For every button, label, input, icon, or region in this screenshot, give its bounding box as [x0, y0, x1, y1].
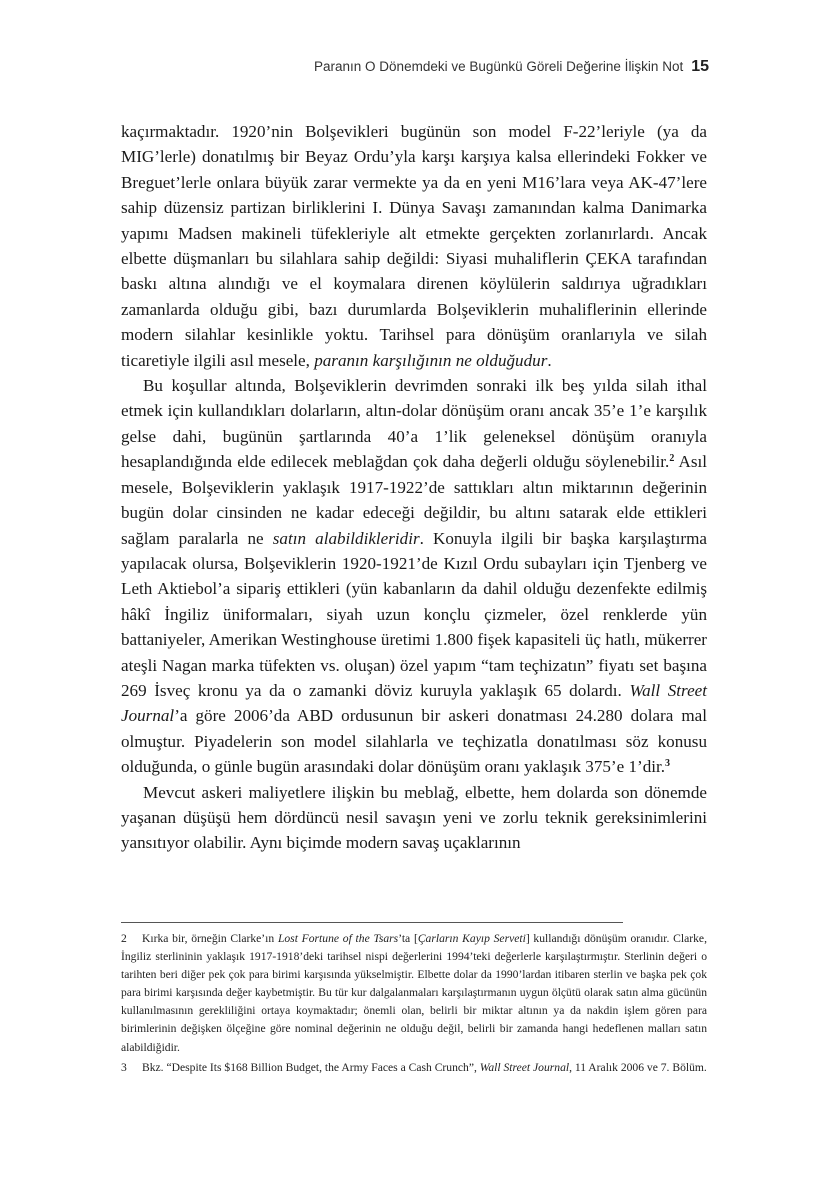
paragraph-2-text-c: . Konuyla ilgili bir başka karşılaştırma yapılacak olursa, Bolşeviklerin 1920-1921’de Kızıl Ordu subayları için Tjenberg ve Leth Aktiebol’a sipariş ettikleri (yün kabanların da dahil olduğu dezenfekte edilmiş hâkî İngiliz üniformaları, siyah uzun konçlu çizmeler, özel renklerde yün battaniyeler, Amerikan Westinghouse üretimi 1.800 fişek kapasiteli üç hatlı, mükerrer ateşli Nagan marka tüfekten vs. oluşan) özel yapım “tam teçhizatın” fiyatı set başına 269 İsveç kronu ya da o zamanki döviz kuruyla yaklaşık 65 dolardı.	[121, 528, 707, 700]
paragraph-2	[121, 373, 707, 780]
footnote-3-text-b: , 11 Aralık 2006 ve 7. Bölüm.	[569, 1060, 707, 1074]
footnote-2-italic-a: Lost Fortune of the Tsars	[277, 932, 399, 945]
footnote-2-number: 2	[121, 932, 127, 945]
footnote-ref-2: 2	[669, 453, 675, 465]
page-number: 15	[691, 58, 709, 75]
footnote-2-text-a: Kırka bir, örneğin Clarke’ın	[142, 932, 278, 945]
footnote-3	[121, 1059, 707, 1077]
footnote-ref-3: 3	[665, 758, 671, 770]
footnote-rule	[121, 922, 623, 923]
paragraph-1	[121, 119, 707, 373]
paragraph-1-text: kaçırmaktadır. 1920’nin Bolşevikleri bugünün son model F-22’leriyle (ya da MIG’lerle) donatılmış bir Beyaz Ordu’yla karşı karşıya kalsa ellerindeki Fokker ve Breguet’lerle onlara büyük zarar vermekte ya da en yeni M16’lara veya AK-47’lere sahip düzensiz partizan birliklerini I. Dünya Savaşı zamanından kalma Danimarka yapımı Madsen makineli tüfekleriyle alt etmekte gerçekten zorlanırlardı. Ancak elbette düşmanları bu silahlara sahip değildi: Siyasi muhaliflerin ÇEKA tarafından baskı altına alındığı ve el koymalara direnen köylülerin saldırıya uğradıkları zamanlarda olduğu gibi, bazı durumlarda Bolşeviklerin muhaliflerinin ellerinde modern silahlar kesinlikle yoktu. Tarihsel para dönüşüm oranlarıyla ve silah ticaretiyle ilgili asıl mesele,	[121, 122, 707, 370]
paragraph-2-text-a: Bu koşullar altında, Bolşeviklerin devrimden sonraki ilk beş yılda silah ithal etmek için kullandıkları dolarların, altın-dolar dönüşüm oranı ancak 35’e 1’e karşılık gelse dahi, bugünün şartlarında 40’a 1’lik geleneksel dönüşüm oranıyla hesaplandığında elde edilecek meblağdan çok daha değerli olduğu söylenebilir.	[121, 376, 707, 472]
paragraph-1-italic: paranın karşılığının ne olduğudur	[314, 350, 548, 370]
footnote-3-number: 3	[121, 1060, 127, 1074]
footnote-2-text-c: ] kullandığı dönüşüm oranıdır. Clarke, İngiliz sterlininin yaklaşık 1917-1918’deki tarihsel nispi değerlerini 1994’teki değerlerle karşılaştırmıştır. Sterlinin değeri o tarihten beri diğer pek çok para birimi karşısında yükselmiştir. Elbette dolar da 1990’lardan itibaren sterlin ve başka pek çok para birimi karşısında değer kaybetmiştir. Bu tür kur dalgalanmaları karşılaştırmanın uygun ölçütü olarak satın alma gücünün kullanılmasının gerekliliğini ortaya koymaktadır; önemli olan, belirli bir miktar altının ya da nakdin işlem gören para birimlerinin değişken ölçeğine göre nominal değerinin ne olduğu değil, belirli bir zamanda hangi hedeflenen malları satın alabildiğidir.	[121, 932, 707, 1054]
paragraph-1-end: .	[547, 350, 552, 370]
paragraph-2-text-b: Asıl mesele, Bolşeviklerin yaklaşık 1917-1922’de sattıkları altın miktarının değerinin bugün dolar cinsinden ne kadar edeceği değildir, bu altını satarak elde ettikleri sağlam paralarla ne	[121, 452, 707, 548]
footnotes	[121, 930, 707, 1079]
footnote-3-text-a: Bkz. “Despite Its $168 Billion Budget, the Army Faces a Cash Crunch”,	[142, 1060, 480, 1074]
running-head	[314, 58, 709, 76]
running-head-title: Paranın O Dönemdeki ve Bugünkü Göreli Değerine İlişkin Not	[314, 59, 684, 74]
paragraph-2-italic-b: Wall Street Journal	[121, 680, 707, 726]
body-text	[121, 119, 707, 856]
paragraph-2-text-d: ’a göre 2006’da ABD ordusunun bir askeri donatması 24.280 dolara mal olmuştur. Piyadelerin son model silahlarla ve teçhizatla donatılması söz konusu olduğunda, o günle bugün arasındaki dolar dönüşüm oranı yaklaşık 375’e 1’dir.	[121, 706, 707, 777]
paragraph-3: Mevcut askeri maliyetlere ilişkin bu meblağ, elbette, hem dolarda son dönemde yaşanan düşüşü hem dördüncü nesil savaşın yeni ve zorlu teknik gereksinimlerini yansıtıyor olabilir. Aynı biçimde modern savaş uçaklarının	[121, 782, 707, 853]
footnote-3-italic: Wall Street Journal	[479, 1060, 570, 1074]
footnote-2-text-b: ’ta [	[398, 932, 418, 945]
paragraph-2-italic-a: satın alabildikleridir	[272, 528, 420, 548]
footnote-2	[121, 930, 707, 1057]
footnote-2-italic-b: Çarların Kayıp Serveti	[417, 932, 526, 945]
